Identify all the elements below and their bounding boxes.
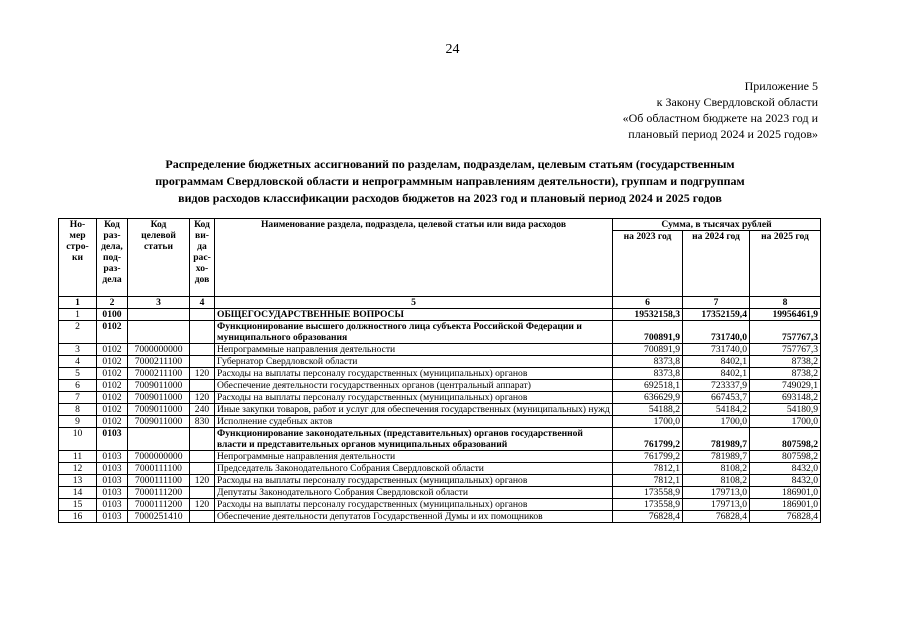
cell-sum-2024: 731740,0	[683, 321, 750, 344]
cell-row-number: 9	[59, 416, 97, 428]
cell-sum-2024: 8108,2	[683, 475, 750, 487]
cell-section-code: 0102	[97, 321, 128, 344]
cell-sum-2025: 807598,2	[750, 451, 821, 463]
table-row	[59, 463, 821, 475]
table-row	[59, 321, 821, 344]
cell-sum-2025: 8738,2	[750, 368, 821, 380]
column-number: 4	[190, 297, 215, 309]
header-section-code: Код раз- дела, под- раз- дела	[97, 219, 128, 297]
column-number: 6	[613, 297, 683, 309]
cell-sum-2025: 19956461,9	[750, 309, 821, 321]
cell-target-code	[128, 309, 190, 321]
cell-sum-2024: 179713,0	[683, 487, 750, 499]
cell-kind-code	[190, 344, 215, 356]
title-line: видов расходов классификации расходов бюджетов на 2023 год и плановый период 2024 и 2025 годов	[178, 191, 722, 205]
cell-section-code: 0103	[97, 499, 128, 511]
cell-sum-2023: 761799,2	[613, 428, 683, 451]
cell-sum-2024: 781989,7	[683, 428, 750, 451]
column-number: 2	[97, 297, 128, 309]
cell-sum-2023: 8373,8	[613, 356, 683, 368]
cell-target-code	[128, 321, 190, 344]
table-row	[59, 392, 821, 404]
cell-sum-2025: 757767,3	[750, 344, 821, 356]
cell-row-number: 12	[59, 463, 97, 475]
cell-section-code: 0103	[97, 428, 128, 451]
cell-section-code: 0103	[97, 511, 128, 523]
table-row	[59, 309, 821, 321]
cell-name: Расходы на выплаты персоналу государственных (муниципальных) органов	[215, 475, 613, 487]
cell-section-code: 0102	[97, 416, 128, 428]
cell-sum-2023: 700891,9	[613, 344, 683, 356]
cell-sum-2023: 19532158,3	[613, 309, 683, 321]
cell-sum-2024: 1700,0	[683, 416, 750, 428]
cell-section-code: 0102	[97, 380, 128, 392]
cell-name: Исполнение судебных актов	[215, 416, 613, 428]
table-row	[59, 404, 821, 416]
cell-row-number: 10	[59, 428, 97, 451]
cell-name: Председатель Законодательного Собрания Свердловской области	[215, 463, 613, 475]
cell-sum-2025: 749029,1	[750, 380, 821, 392]
cell-sum-2025: 8432,0	[750, 463, 821, 475]
table-row	[59, 499, 821, 511]
cell-sum-2024: 17352159,4	[683, 309, 750, 321]
table-row	[59, 487, 821, 499]
cell-row-number: 1	[59, 309, 97, 321]
header-year-2024: на 2024 год	[683, 231, 750, 297]
cell-sum-2023: 173558,9	[613, 499, 683, 511]
cell-target-code: 7009011000	[128, 392, 190, 404]
cell-kind-code	[190, 451, 215, 463]
cell-row-number: 14	[59, 487, 97, 499]
page-number: 24	[445, 42, 460, 57]
cell-target-code: 7009011000	[128, 404, 190, 416]
cell-kind-code	[190, 380, 215, 392]
table-row	[59, 344, 821, 356]
cell-kind-code	[190, 321, 215, 344]
cell-sum-2024: 731740,0	[683, 344, 750, 356]
appendix-note	[623, 78, 818, 142]
cell-sum-2024: 8108,2	[683, 463, 750, 475]
cell-name: Функционирование высшего должностного лица субъекта Российской Федерации и муниципального образования	[215, 321, 613, 344]
cell-sum-2023: 692518,1	[613, 380, 683, 392]
header-year-2023: на 2023 год	[613, 231, 683, 297]
header-target-code: Код целевой статьи	[128, 219, 190, 297]
cell-sum-2025: 54180,9	[750, 404, 821, 416]
header-sum: Сумма, в тысячах рублей	[613, 219, 821, 231]
cell-target-code: 7000000000	[128, 451, 190, 463]
cell-sum-2024: 8402,1	[683, 368, 750, 380]
cell-sum-2025: 8738,2	[750, 356, 821, 368]
cell-sum-2024: 8402,1	[683, 356, 750, 368]
cell-sum-2025: 1700,0	[750, 416, 821, 428]
cell-target-code: 7000111200	[128, 499, 190, 511]
appendix-line: Приложение 5	[744, 79, 818, 93]
column-number: 7	[683, 297, 750, 309]
cell-sum-2023: 8373,8	[613, 368, 683, 380]
cell-kind-code: 240	[190, 404, 215, 416]
cell-row-number: 7	[59, 392, 97, 404]
cell-section-code: 0102	[97, 356, 128, 368]
cell-kind-code	[190, 356, 215, 368]
cell-sum-2024: 76828,4	[683, 511, 750, 523]
cell-section-code: 0100	[97, 309, 128, 321]
cell-row-number: 13	[59, 475, 97, 487]
cell-sum-2023: 7812,1	[613, 475, 683, 487]
cell-sum-2025: 186901,0	[750, 499, 821, 511]
cell-sum-2024: 54184,2	[683, 404, 750, 416]
cell-row-number: 8	[59, 404, 97, 416]
cell-name: Иные закупки товаров, работ и услуг для обеспечения государственных (муниципальных) нужд	[215, 404, 613, 416]
cell-row-number: 5	[59, 368, 97, 380]
table-row	[59, 451, 821, 463]
cell-name: Функционирование законодательных (представительных) органов государственной власти и представительных органов муниципальных образований	[215, 428, 613, 451]
cell-target-code: 7000211100	[128, 368, 190, 380]
cell-section-code: 0103	[97, 487, 128, 499]
cell-name: Обеспечение деятельности депутатов Государственной Думы и их помощников	[215, 511, 613, 523]
cell-section-code: 0102	[97, 404, 128, 416]
cell-row-number: 4	[59, 356, 97, 368]
appendix-line: «Об областном бюджете на 2023 год и	[622, 111, 818, 125]
cell-target-code: 7000251410	[128, 511, 190, 523]
cell-target-code: 7009011000	[128, 380, 190, 392]
cell-name: Непрограммные направления деятельности	[215, 344, 613, 356]
cell-kind-code: 830	[190, 416, 215, 428]
column-number: 1	[59, 297, 97, 309]
table-row	[59, 416, 821, 428]
cell-row-number: 16	[59, 511, 97, 523]
table-row	[59, 511, 821, 523]
cell-sum-2023: 76828,4	[613, 511, 683, 523]
column-number: 8	[750, 297, 821, 309]
cell-sum-2025: 807598,2	[750, 428, 821, 451]
cell-sum-2024: 723337,9	[683, 380, 750, 392]
table-row	[59, 475, 821, 487]
cell-section-code: 0102	[97, 368, 128, 380]
cell-row-number: 15	[59, 499, 97, 511]
table-row	[59, 368, 821, 380]
cell-kind-code	[190, 428, 215, 451]
cell-kind-code	[190, 511, 215, 523]
header-row-number: Но- мер стро- ки	[59, 219, 97, 297]
cell-target-code: 7009011000	[128, 416, 190, 428]
appendix-line: плановый период 2024 и 2025 годов»	[628, 127, 818, 141]
cell-sum-2025: 8432,0	[750, 475, 821, 487]
cell-sum-2023: 1700,0	[613, 416, 683, 428]
column-number: 5	[215, 297, 613, 309]
cell-sum-2025: 186901,0	[750, 487, 821, 499]
cell-name: Расходы на выплаты персоналу государственных (муниципальных) органов	[215, 392, 613, 404]
table-header-row	[59, 219, 821, 231]
cell-section-code: 0103	[97, 451, 128, 463]
cell-target-code: 7000111200	[128, 487, 190, 499]
cell-target-code: 7000211100	[128, 356, 190, 368]
budget-table	[58, 218, 821, 523]
column-number-row	[59, 297, 821, 309]
cell-sum-2023: 7812,1	[613, 463, 683, 475]
cell-target-code: 7000111100	[128, 475, 190, 487]
cell-section-code: 0103	[97, 463, 128, 475]
cell-sum-2025: 693148,2	[750, 392, 821, 404]
cell-row-number: 6	[59, 380, 97, 392]
cell-section-code: 0103	[97, 475, 128, 487]
cell-kind-code	[190, 487, 215, 499]
cell-name: Обеспечение деятельности государственных органов (центральный аппарат)	[215, 380, 613, 392]
cell-target-code: 7000111100	[128, 463, 190, 475]
cell-kind-code: 120	[190, 475, 215, 487]
cell-name: Непрограммные направления деятельности	[215, 451, 613, 463]
cell-name: Расходы на выплаты персоналу государственных (муниципальных) органов	[215, 499, 613, 511]
column-number: 3	[128, 297, 190, 309]
cell-kind-code: 120	[190, 392, 215, 404]
table-row	[59, 356, 821, 368]
cell-kind-code: 120	[190, 499, 215, 511]
cell-kind-code	[190, 463, 215, 475]
cell-name: Депутаты Законодательного Собрания Свердловской области	[215, 487, 613, 499]
cell-sum-2024: 179713,0	[683, 499, 750, 511]
header-name: Наименование раздела, подраздела, целевой статьи или вида расходов	[215, 219, 613, 297]
cell-sum-2023: 173558,9	[613, 487, 683, 499]
cell-target-code	[128, 428, 190, 451]
cell-name: ОБЩЕГОСУДАРСТВЕННЫЕ ВОПРОСЫ	[215, 309, 613, 321]
title-line: программам Свердловской области и непрограммным направлениям деятельности), группам и подгруппам	[155, 174, 745, 188]
cell-sum-2025: 76828,4	[750, 511, 821, 523]
cell-row-number: 3	[59, 344, 97, 356]
cell-row-number: 11	[59, 451, 97, 463]
cell-target-code: 7000000000	[128, 344, 190, 356]
table-row	[59, 380, 821, 392]
cell-name: Губернатор Свердловской области	[215, 356, 613, 368]
cell-sum-2023: 54188,2	[613, 404, 683, 416]
document-title	[100, 156, 800, 207]
cell-sum-2023: 761799,2	[613, 451, 683, 463]
cell-sum-2024: 667453,7	[683, 392, 750, 404]
cell-kind-code	[190, 309, 215, 321]
table-row	[59, 428, 821, 451]
appendix-line: к Закону Свердловской области	[656, 95, 818, 109]
cell-sum-2023: 700891,9	[613, 321, 683, 344]
table-body	[59, 309, 821, 523]
cell-section-code: 0102	[97, 392, 128, 404]
header-year-2025: на 2025 год	[750, 231, 821, 297]
cell-sum-2024: 781989,7	[683, 451, 750, 463]
title-line: Распределение бюджетных ассигнований по разделам, подразделам, целевым статьям (государственным	[165, 157, 735, 171]
cell-sum-2023: 636629,9	[613, 392, 683, 404]
cell-name: Расходы на выплаты персоналу государственных (муниципальных) органов	[215, 368, 613, 380]
cell-section-code: 0102	[97, 344, 128, 356]
header-kind-code: Код ви- да рас- хо- дов	[190, 219, 215, 297]
cell-row-number: 2	[59, 321, 97, 344]
cell-sum-2025: 757767,3	[750, 321, 821, 344]
cell-kind-code: 120	[190, 368, 215, 380]
